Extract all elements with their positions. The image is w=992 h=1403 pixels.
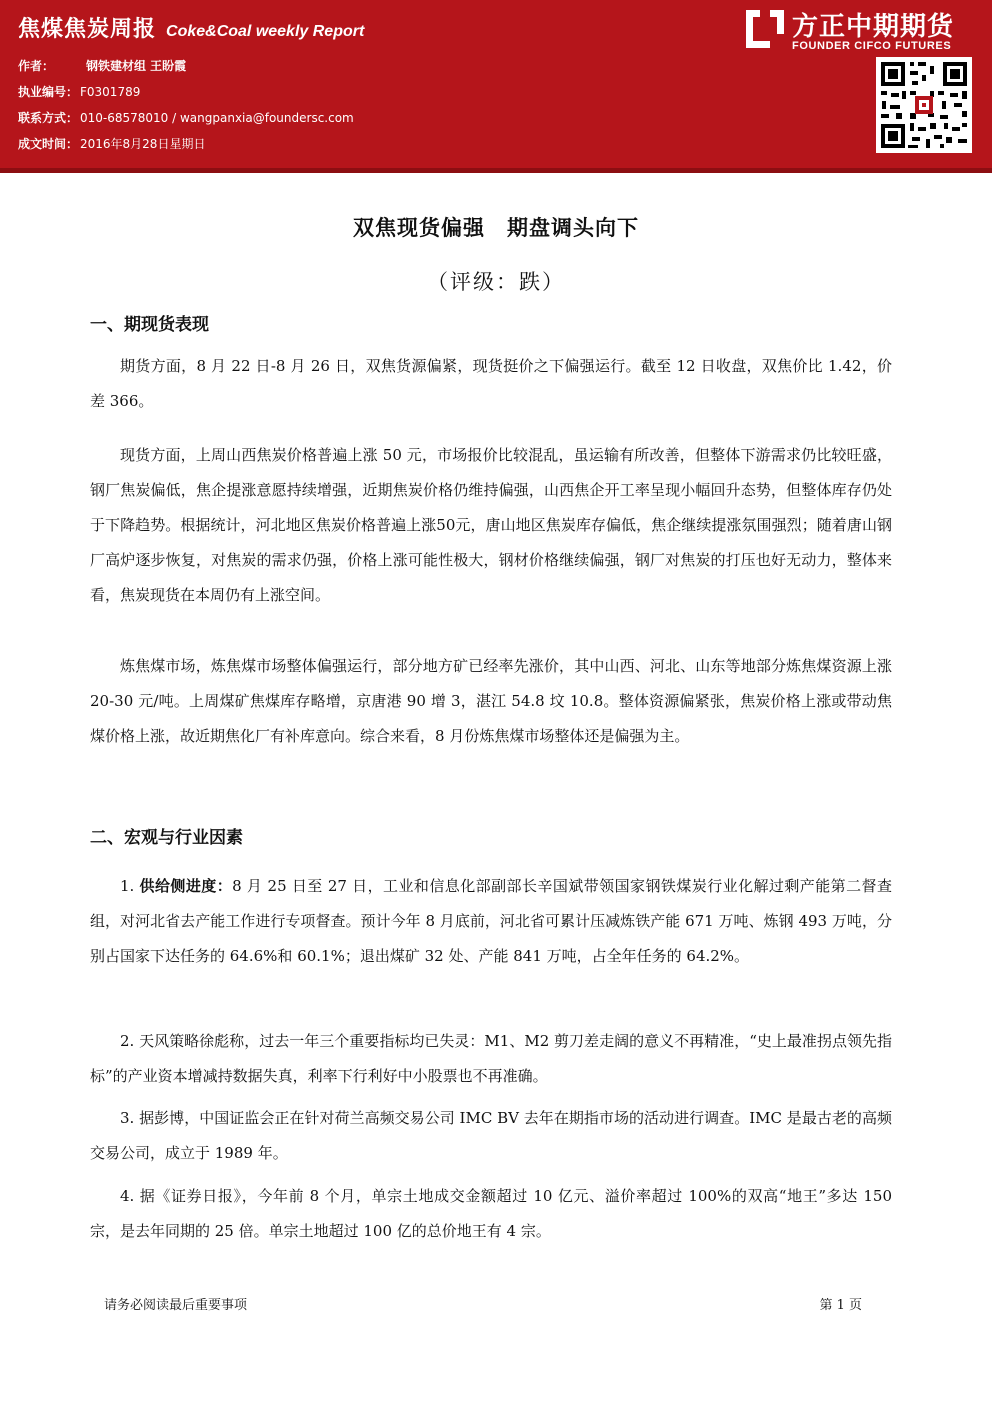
footer-disclaimer: 请务必阅读最后重要事项: [104, 1298, 248, 1313]
founder-mark-icon: [746, 10, 784, 48]
logo-text-en: FOUNDER CIFCO FUTURES: [792, 40, 952, 52]
meta-date: 成文时间： 2016年8月28日星期日: [18, 137, 206, 151]
paragraph-land-king: 4. 据《证券日报》，今年前 8 个月，单宗土地成交金额超过 10 亿元、溢价率超过 100%的双高“地王”多达 150 宗，是去年同期的 25 倍。单宗土地超过 100 亿的总价地王有 4 宗。: [90, 1187, 892, 1240]
qr-code-icon: [876, 57, 972, 153]
rating-label: （评级：跌）: [427, 270, 565, 294]
section-heading-market: 一、期现货表现: [90, 315, 209, 335]
report-header: [0, 0, 992, 168]
meta-author: 作者： 钢铁建材组 王盼霞: [18, 59, 187, 73]
founder-logo: [746, 6, 976, 56]
page-title: 双焦现货偏强 期盘调头向下: [353, 216, 639, 240]
paragraph-futures: 期货方面，8 月 22 日-8 月 26 日，双焦货源偏紧，现货挺价之下偏强运行。截至 12 日收盘，双焦价比 1.42，价差 366。: [90, 357, 892, 410]
report-title-cn: 焦煤焦炭周报: [18, 17, 157, 42]
paragraph-bloomberg: 3. 据彭博，中国证监会正在针对荷兰高频交易公司 IMC BV 去年在期指市场的活动进行调查。IMC 是最古老的高频交易公司，成立于 1989 年。: [90, 1109, 892, 1162]
paragraph-tianfeng: 2. 天风策略徐彪称，过去一年三个重要指标均已失灵：M1、M2 剪刀差走阔的意义不再精准，“史上最准拐点领先指标”的产业资本增减持数据失真，利率下行利好中小股票也不再准确。: [90, 1032, 892, 1085]
report-title: [18, 12, 364, 43]
header-divider: [0, 168, 992, 173]
paragraph-supply-side: 1. 供给侧进度：8 月 25 日至 27 日，工业和信息化部副部长辛国斌带领国家钢铁煤炭行业化解过剩产能第二督查组，对河北省去产能工作进行专项督查。预计今年 8 月底前，河北省可累计压减炼铁产能 671 万吨、炼钢 493 万吨，分别占国家下达任务的 64.6%和 60.1%；退出煤矿 32 处、产能 841 万吨，占全年任务的 64.2%。: [90, 877, 892, 965]
footer-page-number: 第 1 页: [819, 1298, 862, 1313]
meta-license: 执业编号： F0301789: [18, 85, 141, 99]
report-title-en: Coke&Coal weekly Report: [166, 23, 365, 40]
section-heading-macro: 二、宏观与行业因素: [90, 828, 243, 848]
meta-contact: 联系方式： 010-68578010 / wangpanxia@foundersc.com: [18, 111, 354, 125]
logo-text-cn: 方正中期期货: [792, 12, 955, 42]
paragraph-coking-coal: 炼焦煤市场，炼焦煤市场整体偏强运行，部分地方矿已经率先涨价，其中山西、河北、山东等地部分炼焦煤资源上涨 20-30 元/吨。上周煤矿焦煤库存略增，京唐港 90 增 3，湛江 54.8 坟 10.8。整体资源偏紧张，焦炭价格上涨或带动焦煤价格上涨，故近期焦化厂有补库意向。综合来看，8 月份炼焦煤市场整体还是偏强为主。: [90, 657, 892, 745]
paragraph-spot-coke: 现货方面，上周山西焦炭价格普遍上涨 50 元，市场报价比较混乱，虽运输有所改善，但整体下游需求仍比较旺盛，钢厂焦炭偏低，焦企提涨意愿持续增强，近期焦炭价格仍维持偏强，山西焦企开工率呈现小幅回升态势，但整体库存仍处于下降趋势。根据统计，河北地区焦炭价格普遍上涨50元，唐山地区焦炭库存偏低，焦企继续提涨氛围强烈；随着唐山钢厂高炉逐步恢复，对焦炭的需求仍强，价格上涨可能性极大，钢材价格继续偏强，钢厂对焦炭的打压也好无动力，整体来看，焦炭现货在本周仍有上涨空间。: [90, 446, 892, 604]
